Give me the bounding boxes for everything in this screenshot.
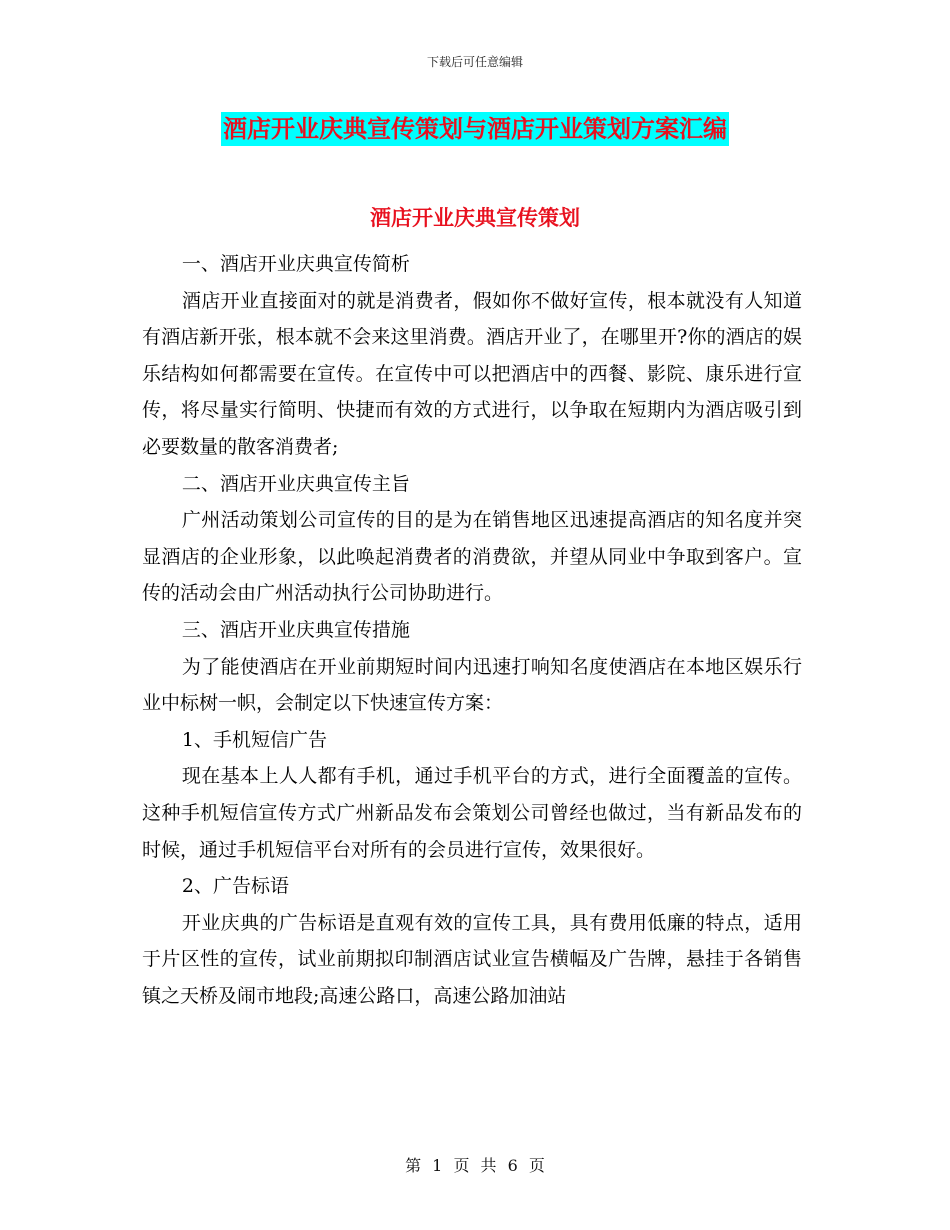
heading-sms-ads: 1、手机短信广告 [181, 728, 327, 751]
paragraph-slogans: 开业庆典的广告标语是直观有效的宣传工具，具有费用低廉的特点，适用于片区性的宣传，试业前期拟印制酒店试业宣告横幅及广告牌，悬挂于各销售镇之天桥及闹市地段;高速公路口，高速公路加油站 [142, 911, 802, 1007]
main-title: 酒店开业庆典宣传策划与酒店开业策划方案汇编 [221, 112, 729, 146]
paragraph-sms-ads: 现在基本上人人都有手机，通过手机平台的方式，进行全面覆盖的宣传。这种手机短信宣传方式广州新品发布会策划公司曾经也做过，当有新品发布的时候，通过手机短信平台对所有的会员进行宣传，效果很好。 [142, 765, 802, 861]
paragraph-purpose: 广州活动策划公司宣传的目的是为在销售地区迅速提高酒店的知名度并突显酒店的企业形象，以此唤起消费者的消费欲，并望从同业中争取到客户。宣传的活动会由广州活动执行公司协助进行。 [142, 509, 802, 605]
paragraph-measures: 为了能使酒店在开业前期短时间内迅速打响知名度使酒店在本地区娱乐行业中标树一帜，会制定以下快速宣传方案： [142, 655, 802, 715]
heading-measures: 三、酒店开业庆典宣传措施 [181, 618, 410, 641]
header-note: 下载后可任意编辑 [426, 55, 523, 69]
heading-intro: 一、酒店开业庆典宣传简析 [181, 253, 410, 275]
heading-slogans: 2、广告标语 [181, 875, 289, 898]
page-number: 第 1 页 共 6 页 [405, 1156, 545, 1175]
section-title: 酒店开业庆典宣传策划 [370, 205, 580, 230]
paragraph-intro: 酒店开业直接面对的就是消费者，假如你不做好宣传，根本就没有人知道有酒店新开张，根本就不会来这里消费。酒店开业了，在哪里开?你的酒店的娱乐结构如何都需要在宣传。在宣传中可以把酒店中的西餐、影院、康乐进行宣传，将尽量实行简明、快捷而有效的方式进行，以争取在短期内为酒店吸引到必要数量的散客消费者; [142, 289, 802, 458]
heading-purpose: 二、酒店开业庆典宣传主旨 [181, 472, 410, 495]
main-title-wrap [0, 112, 950, 146]
document-body [142, 246, 802, 1014]
